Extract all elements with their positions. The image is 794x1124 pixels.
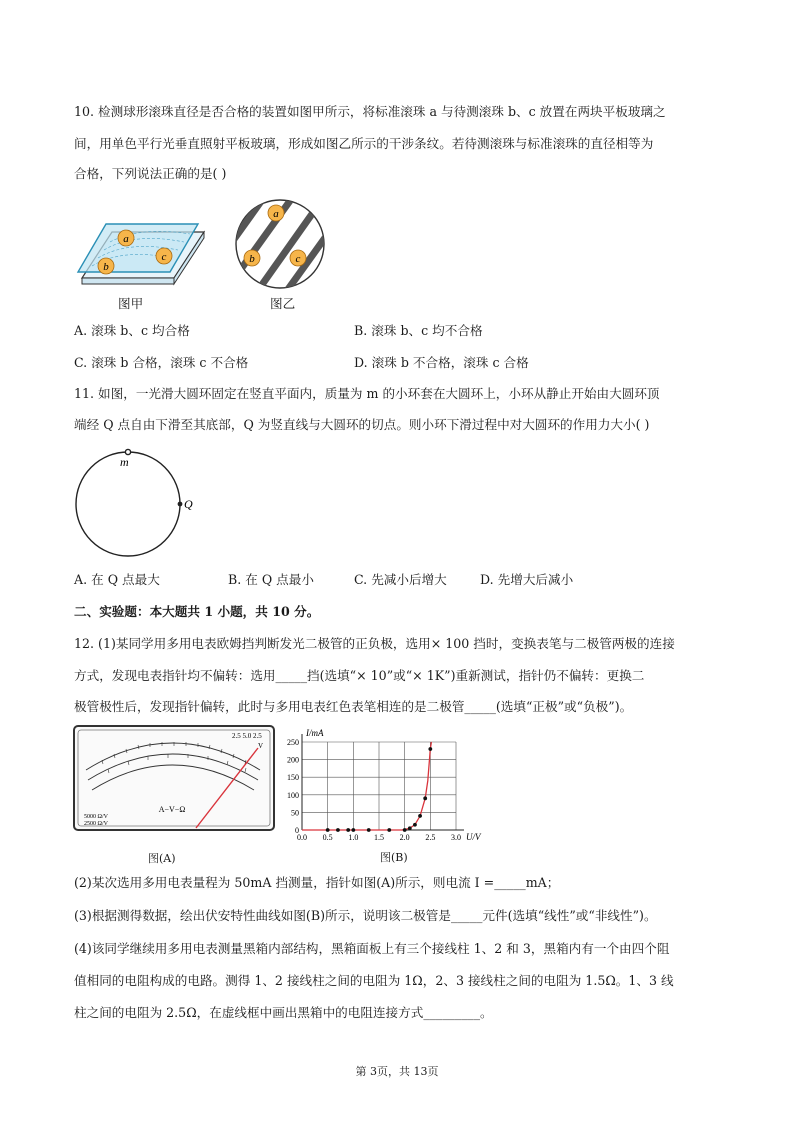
data-point: [336, 828, 340, 832]
meter-spec-2: 2500 Ω/V: [84, 821, 108, 827]
data-point: [346, 828, 350, 832]
q12-line-2: 方式，发现电表指针均不偏转：选用_____挡(选填“× 10”或“× 1K”)重新测试，指针仍不偏转：更换二: [74, 668, 645, 683]
ball-c-top: [290, 250, 306, 266]
q11-option-d[interactable]: D. 先增大后减小: [480, 572, 574, 587]
q12-line-3: 极管极性后，发现指针偏转，此时与多用电表红色表笔相连的是二极管_____(选填“正极”或“负极”)。: [74, 699, 633, 714]
ball-b-top: [244, 250, 260, 266]
ball-b-label: b: [103, 261, 109, 273]
y-tick-label: 150: [287, 773, 299, 783]
q12-part-4-line-3: 柱之间的电阻为 2.5Ω，在虚线框中画出黑箱中的电阻连接方式_________。: [74, 1005, 493, 1020]
y-axis-label: I/mA: [306, 728, 324, 738]
y-tick-label: 200: [287, 755, 299, 765]
iv-curve: [302, 742, 431, 830]
q10-option-d[interactable]: D. 滚珠 b 不合格，滚珠 c 合格: [354, 355, 529, 370]
ball-b: [98, 258, 114, 274]
ball-c: [156, 248, 172, 264]
q11-option-b[interactable]: B. 在 Q 点最小: [228, 572, 314, 587]
fig-a-caption: 图(A): [148, 852, 176, 865]
q11-option-c[interactable]: C. 先减小后增大: [354, 572, 447, 587]
x-tick-label: 1.5: [374, 833, 384, 842]
data-point: [418, 814, 422, 818]
q10-line-3: 合格，下列说法正确的是( ): [74, 166, 227, 181]
data-point: [408, 826, 412, 830]
data-point: [403, 828, 407, 832]
data-point: [423, 796, 427, 800]
x-tick-label: 2.5: [425, 833, 436, 842]
label-q: Q: [184, 497, 193, 511]
q10-option-a[interactable]: A. 滚珠 b、c 均合格: [74, 323, 190, 338]
q11-option-a[interactable]: A. 在 Q 点最大: [74, 572, 160, 587]
q12-part-3: (3)根据测得数据，绘出伏安特性曲线如图(B)所示，说明该二极管是_____元件(选填“线性”或“非线性”)。: [74, 908, 657, 923]
data-point: [387, 828, 391, 832]
q10-line-2: 间，用单色平行光垂直照射平板玻璃，形成如图乙所示的干涉条纹。若待测滚珠与标准滚珠的直径相等为: [74, 136, 654, 151]
fig-jia-caption: 图甲: [118, 296, 144, 311]
q12-part-2: (2)某次选用多用电表量程为 50mA 挡测量，指针如图(A)所示，则电流 I =_____mA；: [74, 875, 560, 890]
q10-option-c[interactable]: C. 滚珠 b 合格，滚珠 c 不合格: [74, 355, 249, 370]
x-tick-label: 3.0: [451, 833, 461, 842]
multimeter-figure: [72, 724, 278, 840]
label-m: m: [120, 455, 129, 469]
section-heading: 二、实验题：本大题共 1 小题，共 10 分。: [74, 604, 320, 619]
ball-a-label: a: [123, 233, 129, 245]
iv-characteristic-chart: [280, 726, 510, 848]
ball-a-top-label: a: [273, 208, 279, 220]
q10-line-1: 10. 检测球形滚珠直径是否合格的装置如图甲所示，将标准滚珠 a 与待测滚珠 b、c 放置在两块平板玻璃之: [74, 104, 666, 119]
fig-yi-caption: 图乙: [270, 296, 296, 311]
page-footer: 第 3页，共 13页: [355, 1065, 439, 1078]
x-tick-label: 2.0: [399, 833, 410, 842]
ball-c-top-label: c: [295, 253, 301, 265]
y-tick-label: 50: [291, 808, 299, 818]
q11-line-2: 端经 Q 点自由下滑至其底部，Q 为竖直线与大圆环的切点。则小环下滑过程中对大圆环的作用力大小( ): [74, 417, 650, 432]
q12-line-1: 12. (1)某同学用多用电表欧姆挡判断发光二极管的正负极，选用× 100 挡时，变换表笔与二极管两极的连接: [74, 636, 675, 651]
x-tick-label: 1.0: [348, 833, 359, 842]
x-tick-label: 0.5: [322, 833, 333, 842]
y-tick-label: 100: [287, 790, 299, 800]
meter-spec-1: 5000 Ω/V: [84, 814, 108, 820]
q11-line-1: 11. 如图，一光滑大圆环固定在竖直平面内，质量为 m 的小环套在大圆环上，小环从静止开始由大圆环顶: [74, 386, 660, 401]
point-q: [178, 502, 183, 507]
q12-part-4-line-2: 值相同的电阻构成的电路。测得 1、2 接线柱之间的电阻为 1Ω，2、3 接线柱之间的电阻为 1.5Ω。1、3 线: [74, 973, 674, 988]
q11-ring-figure: [70, 444, 200, 568]
ball-b-top-label: b: [249, 253, 255, 265]
data-point: [428, 747, 432, 751]
q12-part-4-line-1: (4)该同学继续用多用电表测量黑箱内部结构，黑箱面板上有三个接线柱 1、2 和 3，黑箱内有一个由四个阻: [74, 941, 670, 956]
meter-mode-label: A−V−Ω: [158, 805, 186, 814]
data-point: [413, 823, 417, 827]
ball-a: [118, 230, 134, 246]
ball-a-top: [268, 205, 284, 221]
x-axis-label: U/V: [466, 832, 481, 842]
fig-b-caption: 图(B): [380, 851, 408, 864]
meter-scale-right: 2.5 5.0 2.5: [232, 732, 262, 740]
data-point: [326, 828, 330, 832]
ball-c-label: c: [161, 251, 167, 263]
y-tick-label: 250: [287, 738, 299, 747]
meter-scale-v: V: [258, 742, 264, 750]
data-point: [367, 828, 371, 832]
small-ring: [125, 449, 130, 454]
figure-yi: [232, 196, 328, 292]
data-point: [351, 828, 355, 832]
q10-option-b[interactable]: B. 滚珠 b、c 均不合格: [354, 323, 483, 338]
x-tick-label: 0.0: [297, 833, 307, 842]
y-tick-label: 0: [295, 826, 299, 835]
